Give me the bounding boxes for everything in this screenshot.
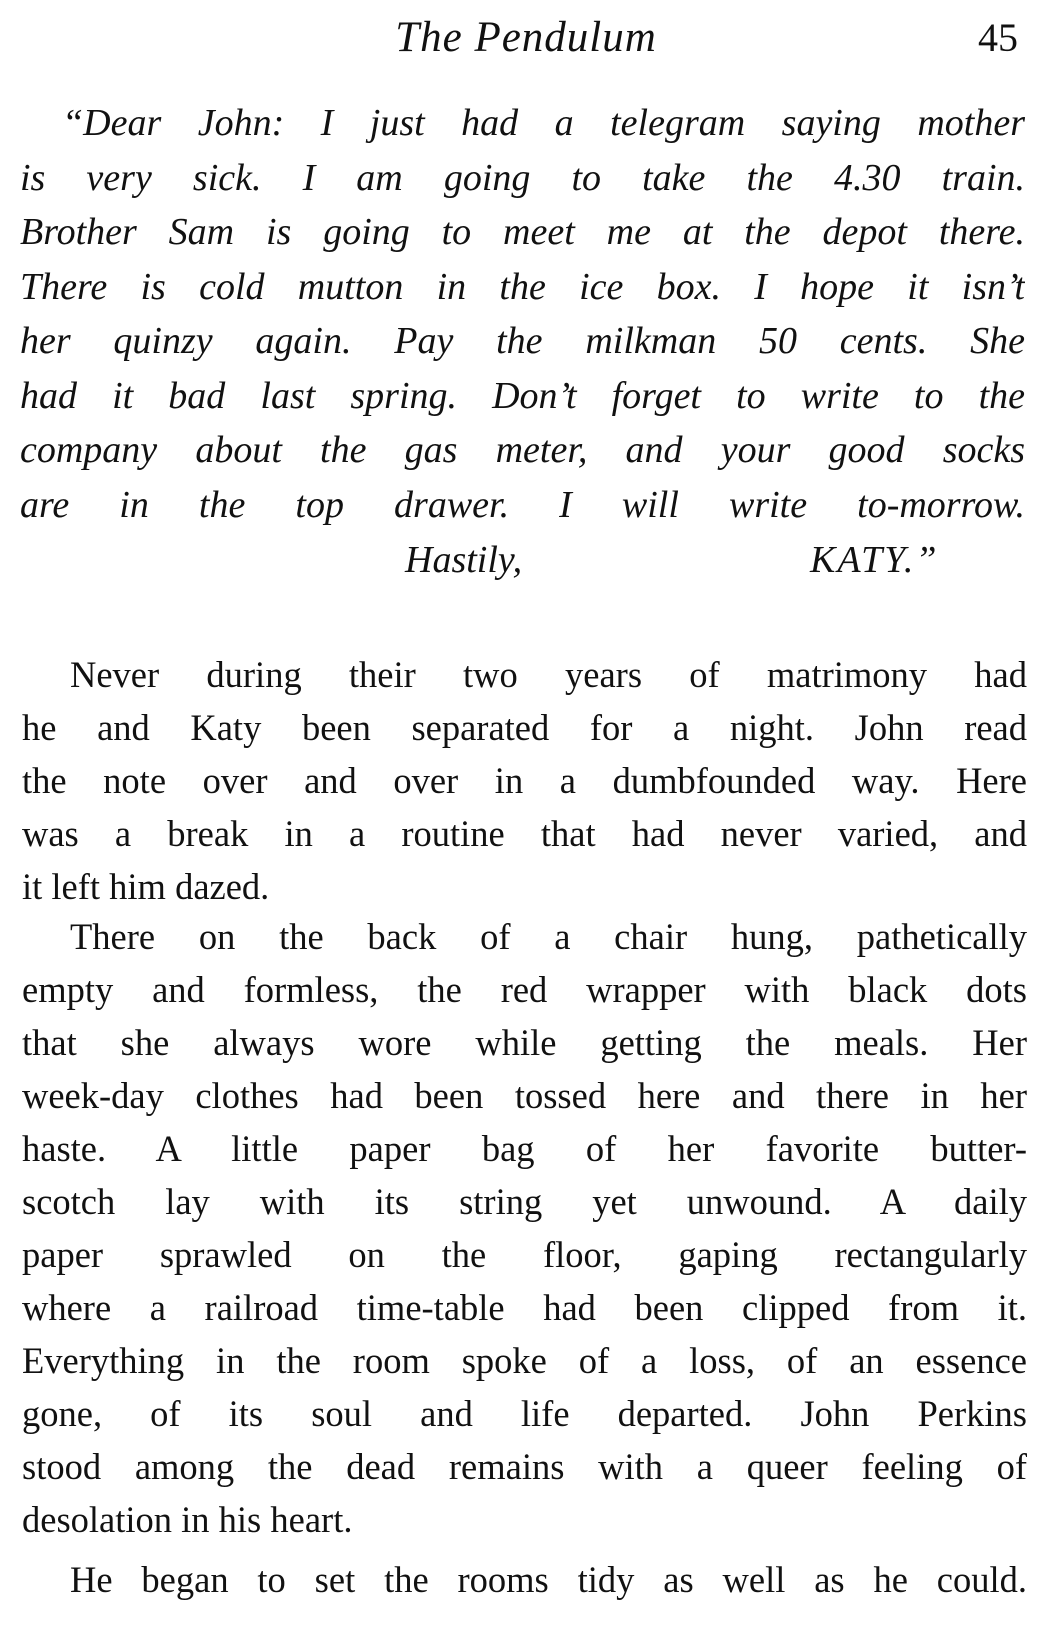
letter-line: are in the top drawer. I will write to-morrow.: [20, 483, 1025, 526]
paragraph-line: There on the back of a chair hung, pathetically: [70, 916, 1027, 957]
paragraph-line: Everything in the room spoke of a loss, of an essence: [22, 1340, 1027, 1381]
paragraph-line: was a break in a routine that had never varied, and: [22, 813, 1027, 854]
letter-block: [20, 96, 1025, 532]
paragraph: [22, 1553, 1027, 1606]
running-title: The Pendulum: [395, 14, 657, 61]
letter-line: company about the gas meter, and your good socks: [20, 429, 1025, 471]
paragraph-line: He began to set the rooms tidy as well as he could.: [70, 1559, 1027, 1600]
letter-line: her quinzy again. Pay the milkman 50 cents. She: [20, 320, 1025, 362]
paragraph-line: it left him dazed.: [22, 866, 270, 907]
paragraph: [22, 648, 1027, 913]
letter-signer: KATY.”: [810, 539, 939, 581]
letter-line: is very sick. I am going to take the 4.30 train.: [20, 156, 1025, 199]
paragraph-line: empty and formless, the red wrapper with black dots: [22, 969, 1027, 1010]
letter-line: Brother Sam is going to meet me at the depot there.: [20, 211, 1025, 253]
paragraph-line: paper sprawled on the floor, gaping rectangularly: [22, 1234, 1027, 1275]
letter-signature: [0, 530, 1052, 590]
paragraph-line: stood among the dead remains with a queer feeling of: [22, 1446, 1027, 1487]
paragraph-line: where a railroad time-table had been clipped from it.: [22, 1287, 1027, 1328]
letter-line: had it bad last spring. Don’t forget to write to the: [20, 374, 1025, 417]
page-number: 45: [978, 15, 1018, 60]
paragraph-line: week-day clothes had been tossed here and there in her: [22, 1075, 1027, 1116]
paragraph-line: the note over and over in a dumbfounded way. Here: [22, 760, 1027, 801]
letter-closing: Hastily,: [405, 539, 523, 581]
paragraph-line: gone, of its soul and life departed. John Perkins: [22, 1393, 1027, 1434]
paragraph-line: Never during their two years of matrimony had: [70, 654, 1027, 695]
paragraph-line: haste. A little paper bag of her favorite butter-: [22, 1128, 1027, 1169]
paragraph-line: scotch lay with its string yet unwound. A daily: [22, 1181, 1027, 1222]
letter-line: There is cold mutton in the ice box. I hope it isn’t: [20, 265, 1025, 308]
paragraph: [22, 910, 1027, 1546]
letter-line: “Dear John: I just had a telegram saying mother: [62, 102, 1025, 144]
paragraph-line: that she always wore while getting the meals. Her: [22, 1022, 1027, 1063]
paragraph-line: desolation in his heart.: [22, 1499, 353, 1540]
paragraph-line: he and Katy been separated for a night. John read: [22, 707, 1027, 748]
